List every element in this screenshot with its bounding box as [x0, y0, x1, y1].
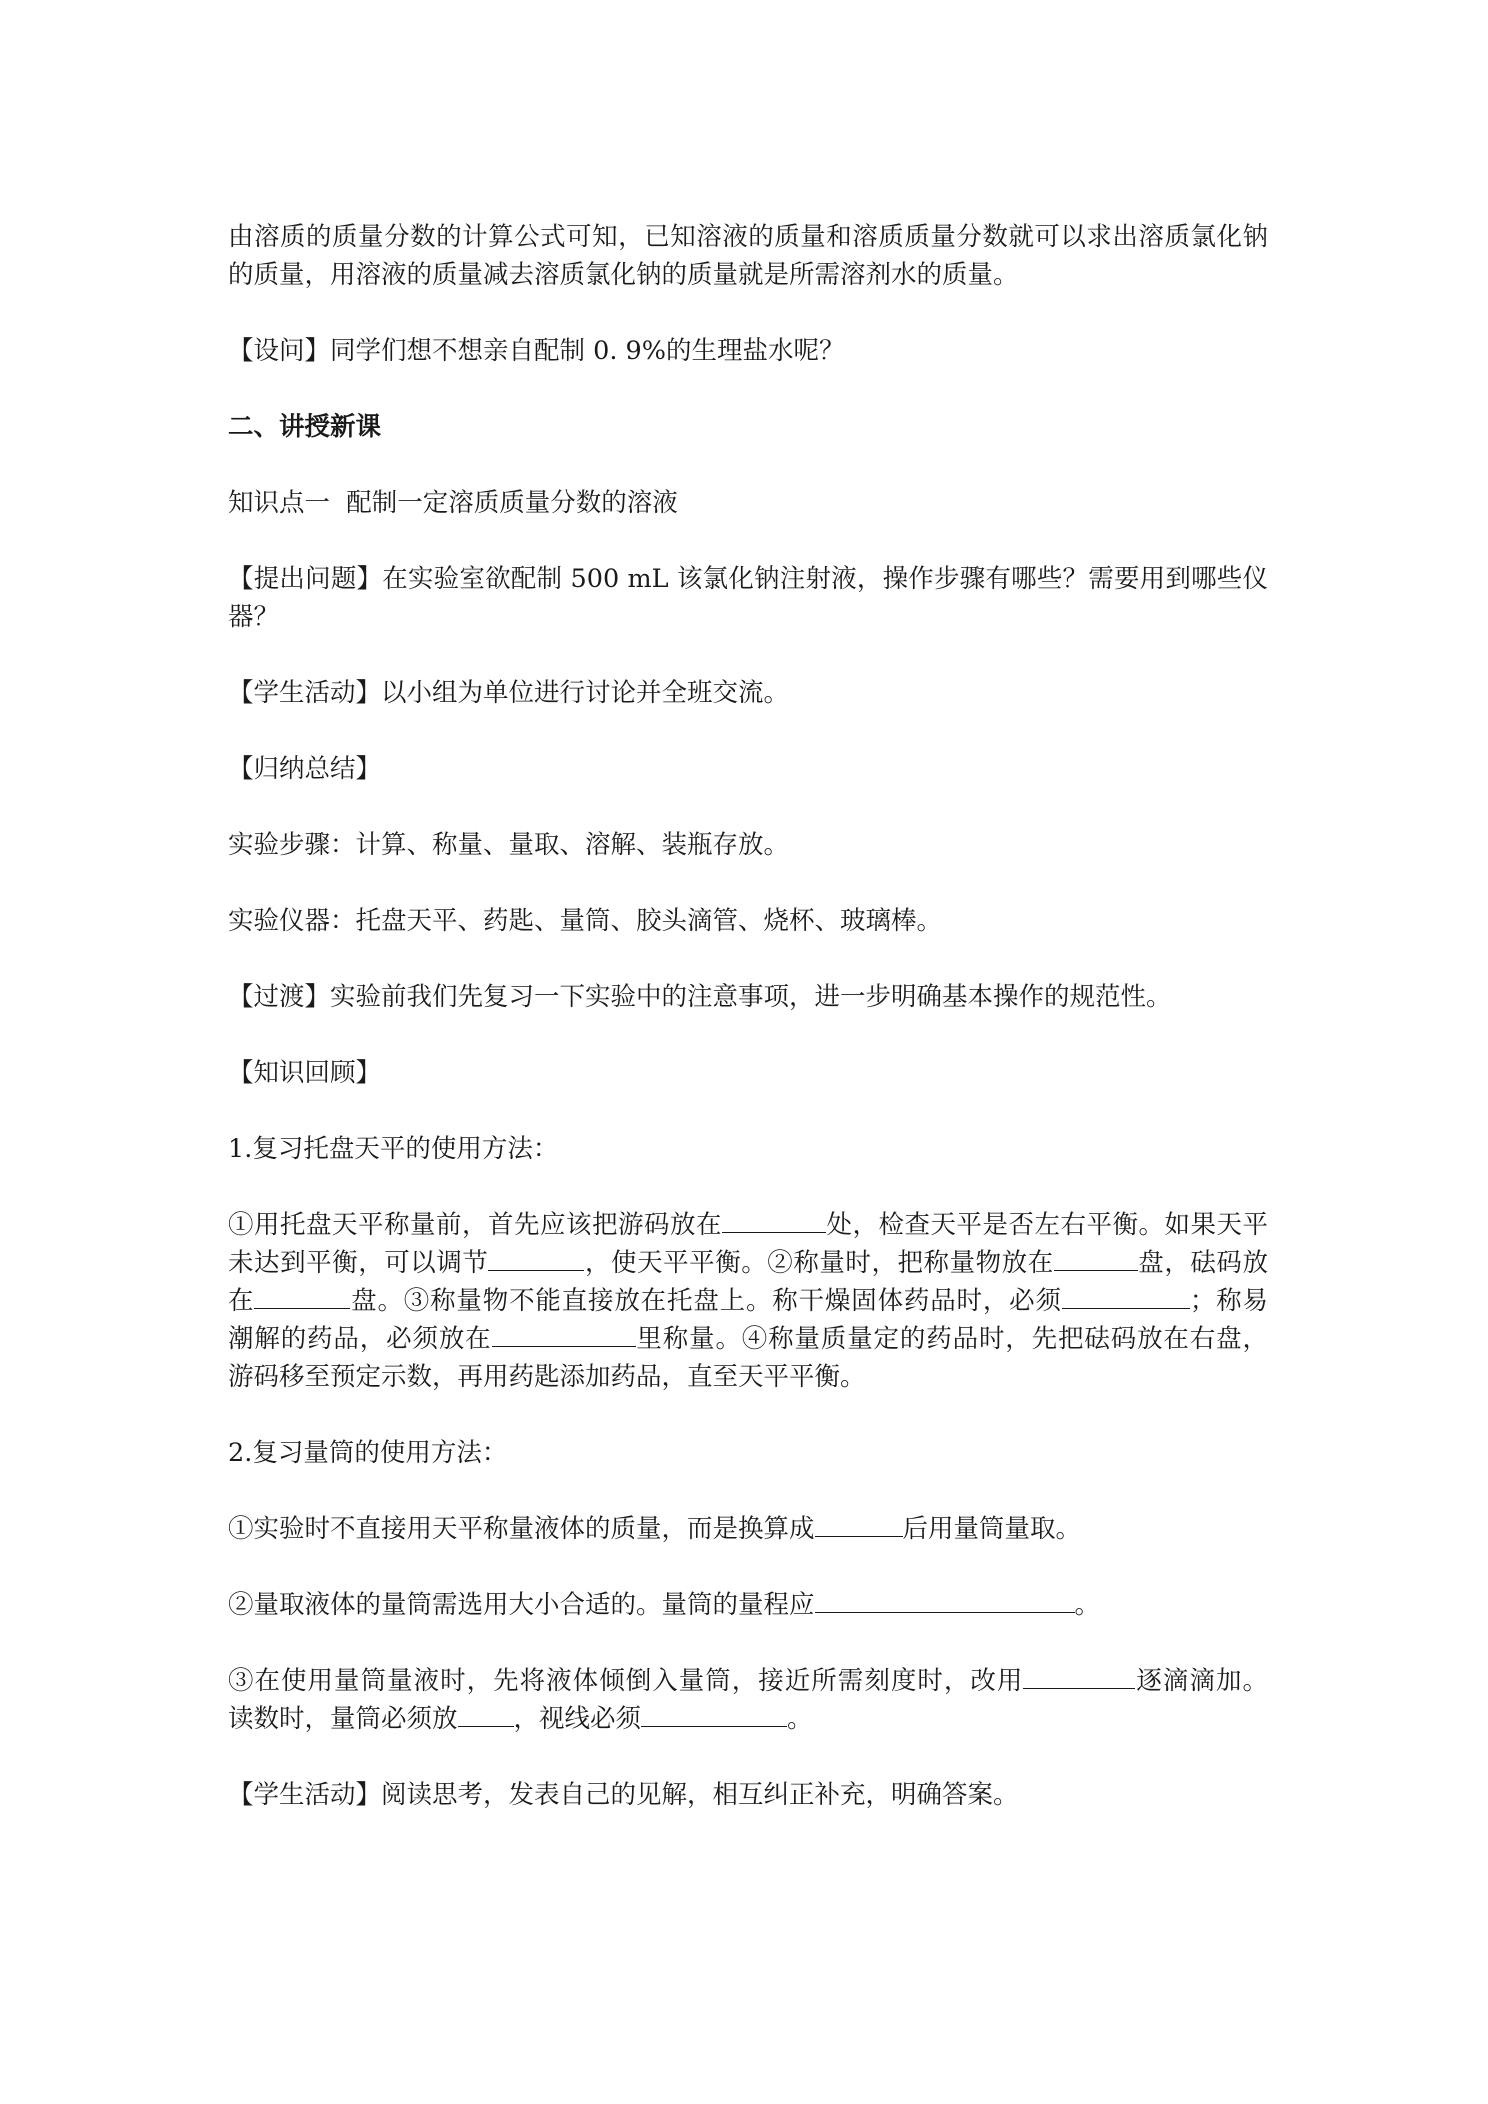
- student-activity-2: [228, 1776, 1268, 1814]
- transition-text: 实验前我们先复习一下实验中的注意事项，进一步明确基本操作的规范性。: [330, 982, 1172, 1012]
- review-heading: 【知识回顾】: [228, 1058, 382, 1088]
- cylinder-text: 后用量筒量取。: [902, 1514, 1082, 1544]
- balance-text: 里称量。④称量质量定的药品时，先把砝码放在右盘，: [635, 1324, 1268, 1354]
- balance-text: 盘，砝码放: [1137, 1248, 1268, 1278]
- intro-line-1: 由溶质的质量分数的计算公式可知，已知溶液的质量和溶质质量分数就可以求出溶质氯化钠: [228, 222, 1268, 252]
- fill-blank[interactable]: [641, 1700, 787, 1727]
- experiment-steps: 实验步骤：计算、称量、量取、溶解、装瓶存放。: [228, 830, 790, 860]
- balance-title: 1.复习托盘天平的使用方法：: [228, 1134, 559, 1164]
- question-prompt: [228, 332, 1268, 370]
- student-activity-2-tag: 【学生活动】: [228, 1780, 382, 1810]
- balance-text: 处，检查天平是否左右平衡。如果天平: [826, 1210, 1268, 1240]
- cylinder-item-3-line-2: [228, 1700, 1268, 1738]
- fill-blank[interactable]: [254, 1282, 350, 1309]
- fill-blank[interactable]: [1054, 1244, 1138, 1271]
- balance-text: 盘。③称量物不能直接放在托盘上。称干燥固体药品时，必须: [350, 1286, 1062, 1316]
- balance-line-1: [228, 1206, 1268, 1244]
- balance-line-3: [228, 1282, 1268, 1320]
- cylinder-text: ，视线必须: [513, 1704, 642, 1734]
- cylinder-text: 。: [787, 1704, 813, 1734]
- fill-blank[interactable]: [492, 1320, 636, 1347]
- cylinder-text: ②量取液体的量筒需选用大小合适的。量筒的量程应: [228, 1590, 815, 1620]
- intro-line-2: 的质量，用溶液的质量减去溶质氯化钠的质量就是所需溶剂水的质量。: [228, 260, 1019, 290]
- summary-heading: 【归纳总结】: [228, 754, 382, 784]
- fill-blank[interactable]: [488, 1244, 584, 1271]
- student-activity-1-tag: 【学生活动】: [228, 678, 382, 708]
- fill-blank[interactable]: [815, 1510, 903, 1537]
- balance-line-4: [228, 1320, 1268, 1358]
- student-activity-1-text: 以小组为单位进行讨论并全班交流。: [381, 678, 790, 708]
- balance-line-5: 游码移至预定示数，再用药匙添加药品，直至天平平衡。: [228, 1362, 866, 1392]
- question-prompt-text: 同学们想不想亲自配制 0. 9%的生理盐水呢？: [330, 336, 845, 366]
- fill-blank[interactable]: [1062, 1282, 1190, 1309]
- cylinder-text: 读数时，量筒必须放: [228, 1704, 458, 1734]
- fill-blank[interactable]: [722, 1206, 826, 1233]
- balance-text: 未达到平衡，可以调节: [228, 1248, 489, 1278]
- raise-question-tag: 【提出问题】: [228, 564, 383, 594]
- student-activity-1: [228, 674, 1268, 712]
- cylinder-text: ③在使用量筒量液时，先将液体倾倒入量筒，接近所需刻度时，改用: [228, 1666, 1024, 1696]
- student-activity-2-text: 阅读思考，发表自己的见解，相互纠正补充，明确答案。: [381, 1780, 1019, 1810]
- balance-text: 潮解的药品，必须放在: [228, 1324, 492, 1354]
- fill-blank[interactable]: [815, 1586, 1075, 1613]
- experiment-instruments: 实验仪器：托盘天平、药匙、量筒、胶头滴管、烧杯、玻璃棒。: [228, 906, 943, 936]
- raise-question-line-2: 器？: [228, 602, 280, 632]
- balance-text: 在: [228, 1286, 255, 1316]
- document-page: [228, 218, 1268, 1814]
- section-heading: 二、讲授新课: [228, 412, 382, 442]
- cylinder-item-3-line-1: [228, 1662, 1268, 1700]
- balance-text: ；称易: [1189, 1286, 1268, 1316]
- raise-question-text: 在实验室欲配制 500 mL 该氯化钠注射液，操作步骤有哪些？需要用到哪些仪: [382, 564, 1268, 594]
- cylinder-item-2: [228, 1586, 1268, 1624]
- balance-text: ，使天平平衡。②称量时，把称量物放在: [584, 1248, 1054, 1278]
- balance-line-2: [228, 1244, 1268, 1282]
- transition: [228, 978, 1268, 1016]
- cylinder-text: 。: [1074, 1590, 1101, 1620]
- fill-blank[interactable]: [1023, 1662, 1135, 1689]
- cylinder-text: 逐滴滴加。: [1135, 1666, 1268, 1696]
- cylinder-item-1: [228, 1510, 1268, 1548]
- fill-blank[interactable]: [458, 1700, 514, 1727]
- question-prompt-tag: 【设问】: [228, 336, 331, 366]
- cylinder-title: 2.复习量筒的使用方法：: [228, 1438, 508, 1468]
- raise-question-line-1: [228, 560, 1268, 598]
- balance-text: ①用托盘天平称量前，首先应该把游码放在: [228, 1210, 722, 1240]
- transition-tag: 【过渡】: [228, 982, 331, 1012]
- cylinder-text: ①实验时不直接用天平称量液体的质量，而是换算成: [228, 1514, 815, 1544]
- knowledge-point-title: 知识点一 配制一定溶质质量分数的溶液: [228, 488, 678, 518]
